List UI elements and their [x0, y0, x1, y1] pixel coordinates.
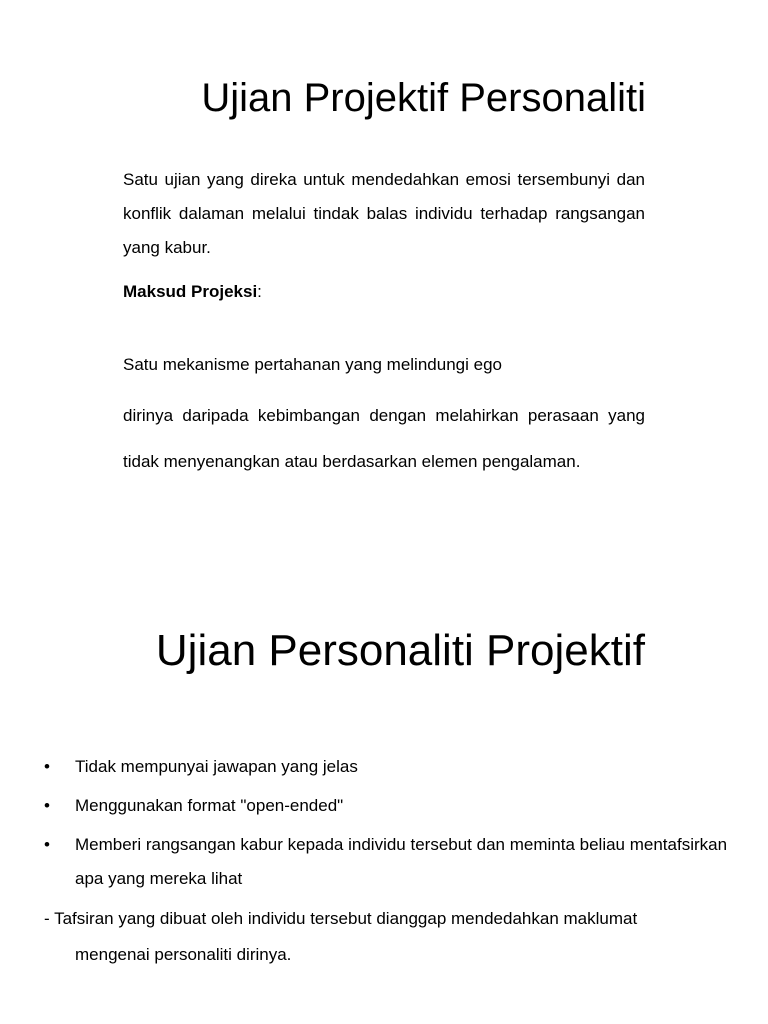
- list-item-text: Menggunakan format "open-ended": [75, 796, 344, 815]
- maksud-projeksi-colon: :: [257, 282, 262, 301]
- mekanisme-line-1: Satu mekanisme pertahanan yang melindungi ego: [123, 355, 502, 374]
- bullet-list: [0, 750, 768, 901]
- list-item: [0, 750, 768, 784]
- mekanisme-paragraph: dirinya daripada kebimbangan dengan melahirkan perasaan yang tidak menyenangkan atau berdasarkan elemen pengalaman.: [123, 406, 645, 471]
- list-item: [0, 789, 768, 823]
- list-item-text: Tidak mempunyai jawapan yang jelas: [75, 757, 358, 776]
- section-title-projektif-personaliti: Ujian Projektif Personaliti: [201, 76, 646, 120]
- note-paragraph: [44, 901, 734, 973]
- maksud-projeksi-label: Maksud Projeksi: [123, 282, 258, 301]
- bullet-icon: •: [44, 757, 50, 776]
- intro-paragraph: Satu ujian yang direka untuk mendedahkan emosi tersembunyi dan konflik dalaman melalui tindak balas individu terhadap rangsangan yang kabur.: [123, 170, 645, 257]
- note-line-1: - Tafsiran yang dibuat oleh individu tersebut dianggap mendedahkan maklumat: [44, 909, 638, 928]
- note-line-2: mengenai personaliti dirinya.: [75, 945, 292, 964]
- section-title-personaliti-projektif: Ujian Personaliti Projektif: [155, 626, 645, 675]
- maksud-projeksi-heading: [123, 280, 645, 304]
- bullet-icon: •: [44, 835, 50, 854]
- list-item: [0, 828, 768, 896]
- list-item-text: Memberi rangsangan kabur kepada individu tersebut dan meminta beliau mentafsirkan apa yang mereka lihat: [75, 835, 728, 888]
- bullet-icon: •: [44, 796, 50, 815]
